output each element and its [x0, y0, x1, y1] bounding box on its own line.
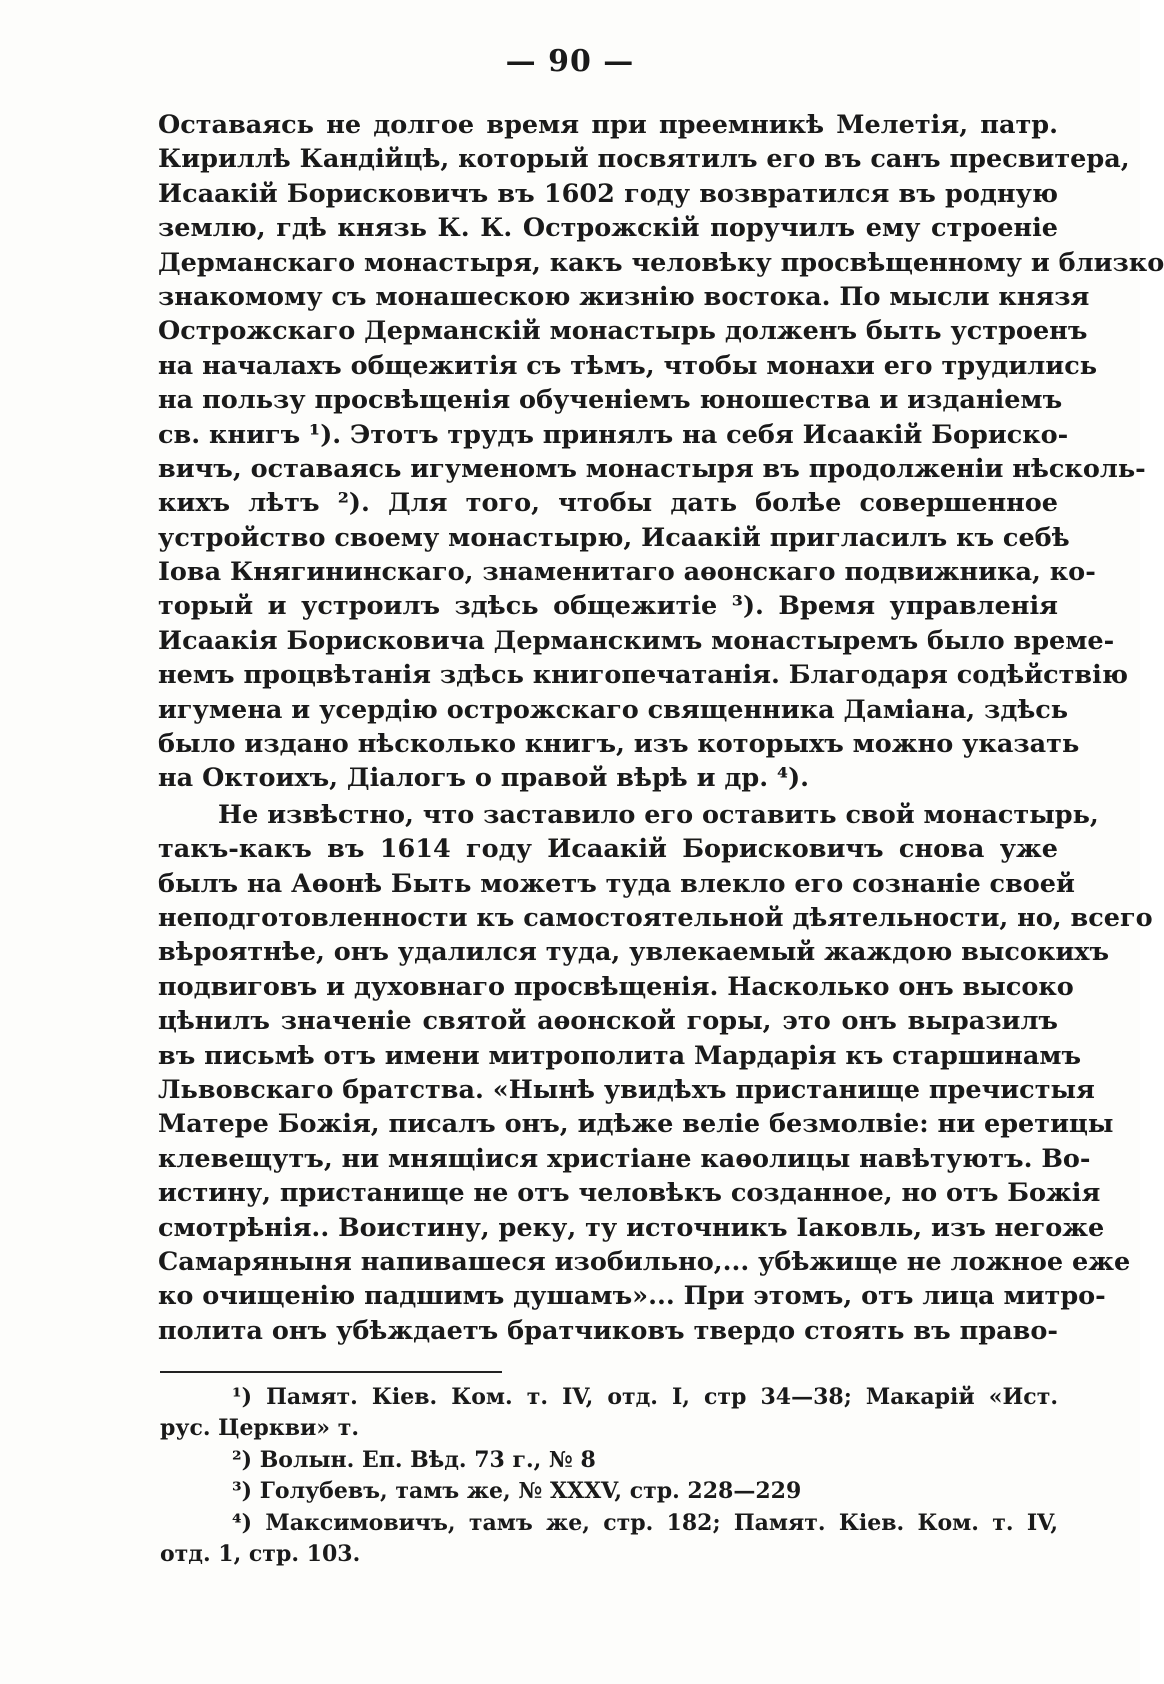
- text-line: ко очищенію падшимъ душамъ»... При этомъ, отъ лица митро-: [158, 1281, 1106, 1312]
- text-line: вѣроятнѣе, онъ удалился туда, увлекаемый жаждою высокихъ: [158, 937, 1110, 968]
- text-line: смотрѣнія.. Воистину, реку, ту источникъ Іаковль, изъ негоже: [158, 1212, 1105, 1243]
- text-line: Самаряныня напивашеся изобильно,... убѣжище не ложное еже: [158, 1246, 1131, 1277]
- text-line: въ письмѣ отъ имени митрополита Мардарія къ старшинамъ: [158, 1040, 1082, 1071]
- text-line: св. книгъ ¹). Этотъ трудъ принялъ на себя Исаакій Бориско-: [158, 419, 1069, 450]
- text-line: Не извѣстно, что заставило его оставить свой монастырь,: [218, 799, 1099, 830]
- main-text: [158, 108, 1164, 1348]
- text-line: Острожскаго Дерманскій монастырь долженъ быть устроенъ: [158, 316, 1088, 347]
- text-line: истину, пристанище не отъ человѣкъ созданное, но отъ Божія: [158, 1178, 1101, 1209]
- text-line: на Октоихъ, Діалогъ о правой вѣрѣ и др. ⁴).: [158, 763, 810, 794]
- text-line: цѣнилъ значеніе святой аѳонской горы, это онъ выразилъ: [158, 1006, 1058, 1037]
- footnote-line: отд. 1, стр. 103.: [160, 1540, 361, 1567]
- text-line: на началахъ общежитія съ тѣмъ, чтобы монахи его трудились: [158, 350, 1098, 381]
- text-line: устройство своему монастырю, Исаакій пригласилъ къ себѣ: [158, 522, 1070, 553]
- footnote-line: ¹) Памят. Кіев. Ком. т. IV, отд. I, стр 34—38; Макарій «Ист.: [232, 1384, 1058, 1410]
- text-line: немъ процвѣтанія здѣсь книгопечатанія. Благодаря содѣйствію: [158, 660, 1128, 691]
- text-line: полита онъ убѣждаетъ братчиковъ твердо стоять въ право-: [158, 1315, 1058, 1346]
- text-line: торый и устроилъ здѣсь общежитіе ³). Время управленія: [158, 591, 1058, 622]
- text-line: кихъ лѣтъ ²). Для того, чтобы дать болѣе совершенное: [158, 488, 1058, 519]
- footnote-line: рус. Церкви» т.: [160, 1415, 360, 1442]
- footnote-line: ⁴) Максимовичъ, тамъ же, стр. 182; Памят. Кіев. Ком. т. IV,: [232, 1509, 1058, 1536]
- footnote-divider: [160, 1371, 502, 1373]
- text-line: подвиговъ и духовнаго просвѣщенія. Насколько онъ высоко: [158, 971, 1074, 1002]
- text-line: Іова Княгининскаго, знаменитаго аѳонскаго подвижника, ко-: [158, 557, 1096, 588]
- text-line: вичъ, оставаясь игуменомъ монастыря въ продолженіи нѣсколь-: [158, 453, 1146, 484]
- text-line: клевещутъ, ни мнящіися христіане каѳолицы навѣтуютъ. Во-: [158, 1143, 1091, 1174]
- text-line: Оставаясь не долгое время при преемникѣ Мелетія, патр.: [158, 110, 1058, 140]
- text-line: Исаакія Борисковича Дерманскимъ монастыремъ было време-: [158, 625, 1115, 656]
- text-line: игумена и усердію острожскаго священника Даміана, здѣсь: [158, 694, 1069, 725]
- text-line: Дерманскаго монастыря, какъ человѣку просвѣщенному и близко: [158, 247, 1164, 278]
- text-line: Исаакій Борисковичъ въ 1602 году возвратился въ родную: [158, 178, 1058, 209]
- footnote-line: ³) Голубевъ, тамъ же, № XXXV, стр. 228—229: [232, 1478, 802, 1505]
- text-line: такъ-какъ въ 1614 году Исаакій Борисковичъ снова уже: [158, 834, 1058, 865]
- text-line: Кириллѣ Кандійцѣ, который посвятилъ его въ санъ пресвитера,: [158, 144, 1130, 175]
- text-line: было издано нѣсколько книгъ, изъ которыхъ можно указать: [158, 729, 1080, 760]
- page-number: — 90 —: [505, 44, 635, 79]
- text-line: землю, гдѣ князь К. К. Острожскій поручилъ ему строеніе: [158, 213, 1058, 244]
- footnote-line: ²) Волын. Еп. Вѣд. 73 г., № 8: [232, 1446, 596, 1473]
- text-line: на пользу просвѣщенія обученіемъ юношества и изданіемъ: [158, 385, 1063, 416]
- text-line: Матере Божія, писалъ онъ, идѣже веліе безмолвіе: ни еретицы: [158, 1109, 1114, 1140]
- text-line: неподготовленности къ самостоятельной дѣятельности, но, всего: [158, 902, 1153, 933]
- footnotes: [160, 1382, 1058, 1570]
- text-line: былъ на Аѳонѣ Быть можетъ туда влекло его сознаніе своей: [158, 868, 1075, 899]
- text-line: Львовскаго братства. «Нынѣ увидѣхъ пристанище пречистыя: [158, 1074, 1095, 1105]
- text-line: знакомому съ монашескою жизнію востока. По мысли князя: [158, 281, 1090, 312]
